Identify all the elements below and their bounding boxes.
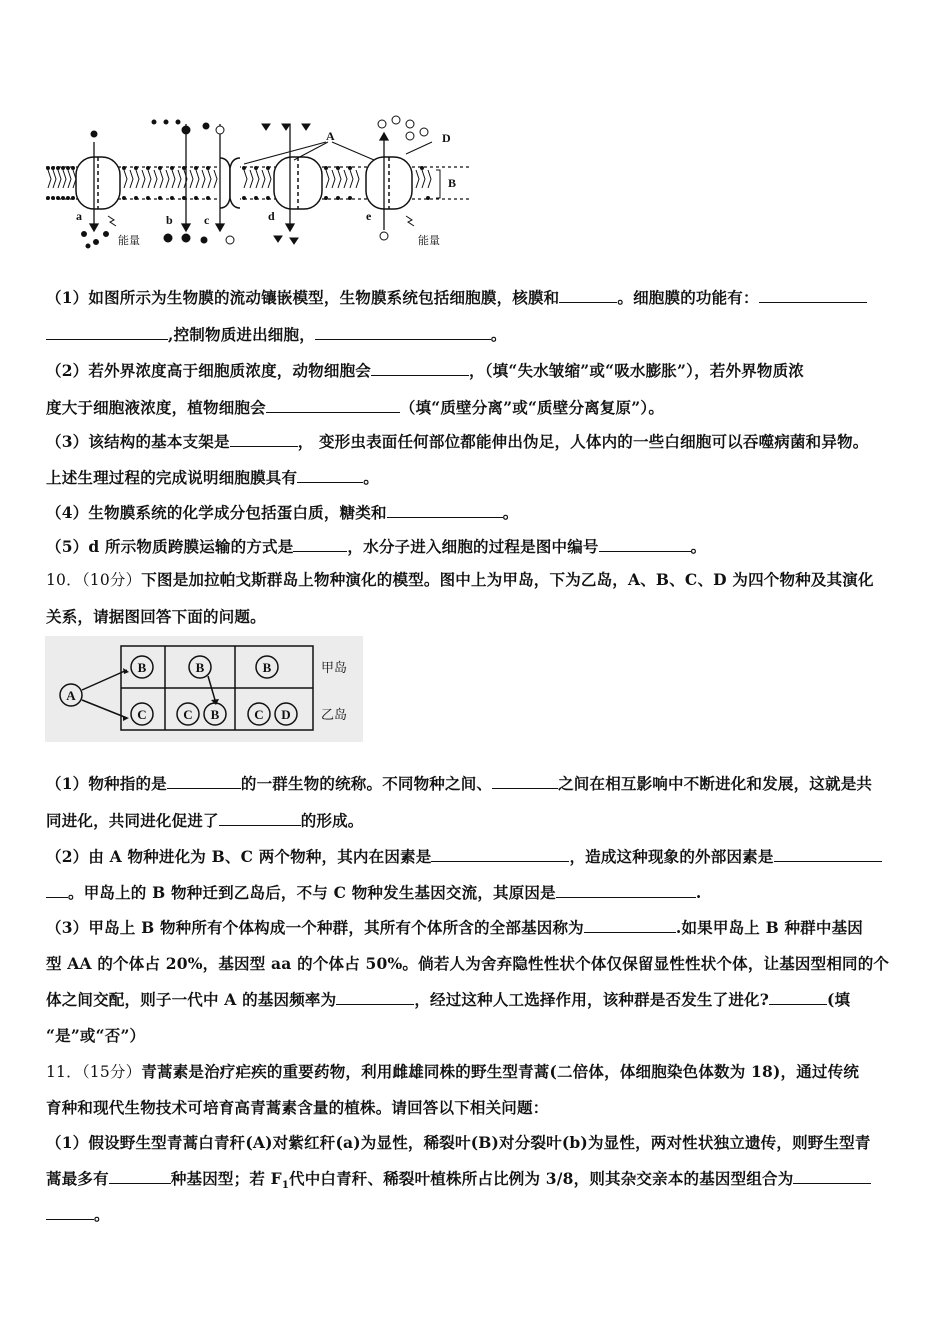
energy-label-2: 能量	[418, 235, 440, 247]
q9-part5: （5）d 所示物质跨膜运输的方式是 ，水分子进入细胞的过程是图中编号 。	[46, 537, 707, 556]
answer-blank[interactable]	[584, 918, 676, 933]
species-C: C	[183, 707, 193, 722]
answer-blank[interactable]	[46, 883, 68, 898]
q11-part1-line2: 蒿最多有 种基因型；若 $F_1$代中白青秆、稀裂叶植株所占比例为 3/8，则其杂交亲本的基因型组合为	[46, 1168, 908, 1197]
label-b: b	[166, 213, 173, 227]
q10-intro-line2: 关系，请据图回答下面的问题。	[46, 607, 266, 626]
answer-blank[interactable]	[769, 990, 827, 1005]
answer-blank[interactable]	[559, 288, 617, 303]
q9-part3-line2: 上述生理过程的完成说明细胞膜具有 。	[46, 468, 379, 487]
q10-part2-line1: （2）由 A 物种进化为 B、C 两个物种，其内在因素是 ，造成这种现象的外部因素是	[46, 846, 908, 868]
q10-part3-line3: 体之间交配，则子一代中 A 的基因频率为 ，经过这种人工选择作用，该种群是否发生了进化? (填	[46, 990, 851, 1009]
species-D: D	[281, 707, 291, 722]
island-jia-label: 甲岛	[321, 661, 348, 676]
answer-blank[interactable]	[431, 847, 569, 862]
answer-blank[interactable]	[336, 990, 414, 1005]
question-number: 10．（10分）	[46, 571, 142, 589]
label-D: D	[442, 131, 451, 145]
answer-blank[interactable]	[266, 398, 400, 413]
answer-blank[interactable]	[46, 325, 168, 340]
q9-part1-line1: （1）如图所示为生物膜的流动镶嵌模型，生物膜系统包括细胞膜，核膜和 。细胞膜的功能有：	[46, 287, 908, 309]
membrane-proteins	[76, 157, 412, 209]
label-c: c	[204, 213, 210, 227]
label-e: e	[366, 209, 372, 223]
answer-blank[interactable]	[230, 432, 298, 447]
answer-blank[interactable]	[167, 774, 241, 789]
species-A: A	[66, 688, 76, 703]
question-number: 11．（15分）	[46, 1063, 142, 1081]
answer-blank[interactable]	[315, 325, 491, 340]
answer-blank[interactable]	[109, 1169, 171, 1184]
answer-blank[interactable]	[293, 537, 347, 552]
q9-part2-line1: （2）若外界浓度高于细胞质浓度，动物细胞会 ，（填“失水皱缩”或“吸水膨胀”），若外界物质浓	[46, 361, 804, 380]
island-evolution-diagram	[45, 636, 363, 742]
q10-part1-line1: （1）物种指的是 的一群生物的统称。不同物种之间、 之间在相互影响中不断进化和发展，这就是共	[46, 774, 873, 793]
species-B: B	[262, 660, 272, 675]
label-B: B	[448, 176, 457, 190]
label-a: a	[76, 209, 82, 223]
q11-part1-line1: （1）假设野生型青蒿白青秆(A)对紫红秆(a)为显性，稀裂叶(B)对分裂叶(b)为显性，两对性状独立遗传，则野生型青	[46, 1133, 871, 1152]
q11-intro-line2: 育种和现代生物技术可培育高青蒿素含量的植株。请回答以下相关问题：	[46, 1098, 549, 1117]
q9-part1-line2: ,控制物质进出细胞， 。	[46, 324, 908, 346]
answer-blank[interactable]	[793, 1169, 871, 1184]
q9-part3-line1: （3）该结构的基本支架是 ， 变形虫表面任何部位都能伸出伪足，人体内的一些白细胞可以吞噬病菌和异物。	[46, 432, 869, 451]
q10-part3-line1: （3）甲岛上 B 物种所有个体构成一个种群，其所有个体所含的全部基因称为 .如果甲岛上 B 种群中基因	[46, 918, 863, 937]
q10-part3-line2: 型 AA 的个体占 20%，基因型 aa 的个体占 50%。倘若人为舍弃隐性性状个体仅保留显性性状个体，让基因型相同的个	[46, 954, 890, 973]
answer-blank[interactable]	[759, 288, 867, 303]
answer-blank[interactable]	[371, 361, 469, 376]
species-B: B	[195, 660, 205, 675]
q10-part1-line2: 同进化，共同进化促进了 的形成。	[46, 811, 364, 830]
q10-part2-line2: 。甲岛上的 B 物种迁到乙岛后，不与 C 物种发生基因交流，其原因是 .	[46, 882, 908, 904]
label-A: A	[326, 129, 335, 143]
label-d: d	[268, 209, 275, 223]
answer-blank[interactable]	[219, 811, 301, 826]
answer-blank[interactable]	[297, 468, 363, 483]
energy-label-1: 能量	[118, 235, 140, 247]
answer-blank[interactable]	[46, 1205, 94, 1220]
species-B: B	[137, 660, 147, 675]
q11-intro-line1: 11．（15分）青蒿素是治疗疟疾的重要药物，利用雌雄同株的野生型青蒿(二倍体，体细胞染色体数为 18)，通过传统	[46, 1062, 860, 1081]
answer-blank[interactable]	[774, 847, 882, 862]
answer-blank[interactable]	[387, 503, 503, 518]
island-yi-label: 乙岛	[321, 708, 348, 723]
species-C: C	[254, 707, 264, 722]
q10-part3-line4: “是”或“否”）	[46, 1026, 146, 1045]
q10-intro-line1: 10．（10分）下图是加拉帕戈斯群岛上物种演化的模型。图中上为甲岛，下为乙岛，A、B、C、D 为四个物种及其演化	[46, 570, 874, 589]
species-B: B	[210, 707, 220, 722]
q9-part2-line2: 度大于细胞液浓度，植物细胞会 （填“质壁分离”或“质壁分离复原”）。	[46, 398, 665, 417]
species-C: C	[137, 707, 147, 722]
answer-blank[interactable]	[492, 774, 558, 789]
answer-blank[interactable]	[556, 883, 696, 898]
answer-blank[interactable]	[599, 537, 691, 552]
membrane-diagram	[44, 112, 474, 252]
q9-part4: （4）生物膜系统的化学成分包括蛋白质，糖类和 。	[46, 503, 519, 522]
q11-part1-line3: 。	[46, 1204, 908, 1226]
